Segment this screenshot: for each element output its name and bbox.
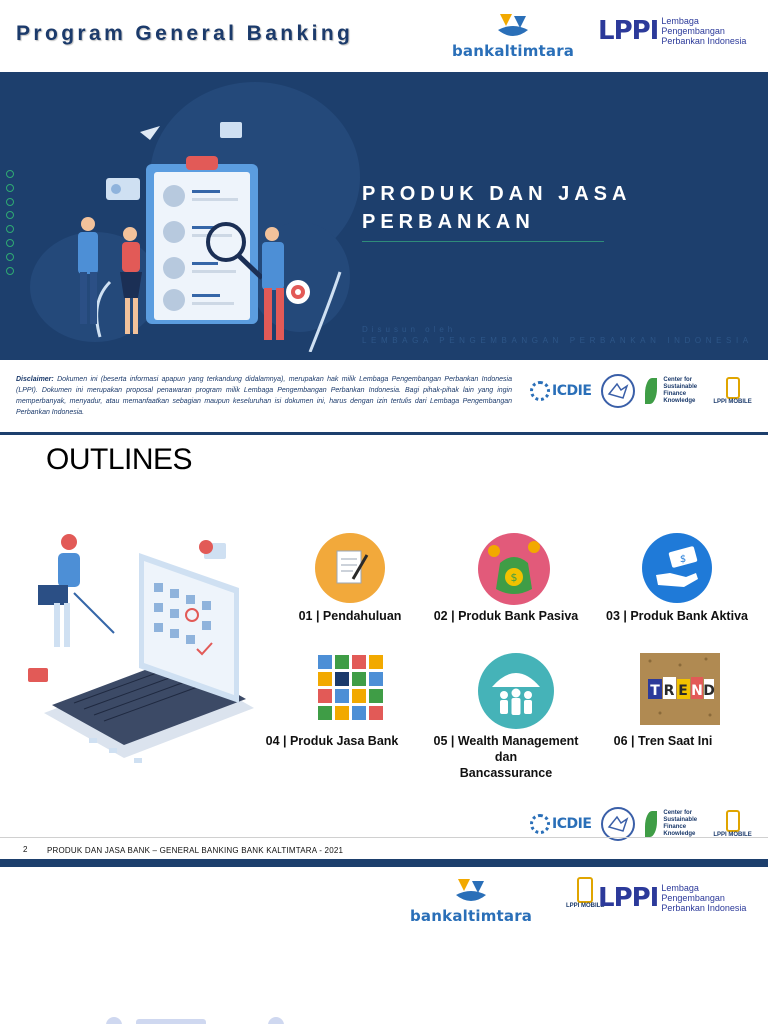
bankaltimtara-logo [410,877,532,925]
leaf-icon [645,378,657,404]
outline-item-03[interactable] [592,608,762,624]
bankaltimtara-logo-text: bankaltimtara [410,907,533,925]
disclaimer-text: Dokumen ini (beserta informasi apapun yang terkandung didalamnya), merupakan hak milik Lembaga Pengembangan Perbankan Indonesia (LPPI). Dokumen ini merupakan proposal penawaran program milik Lembaga Pengembangan Perbankan Indonesia. Bagi pihak-pihak lain yang ingin memperbanyak, menyadur, atau memanfaatkan sebagian maupun keseluruhan isi dokumen ini, harus dengan izin tertulis dari Lembaga Pengembangan Perbankan Indonesia. [16,376,513,416]
bankaltimtara-logo-text: bankaltimtara [452,42,575,60]
title-underline [362,241,604,242]
bankaltimtara-logo-icon [496,12,530,42]
cover-banner [0,72,768,360]
disclaimer [16,374,512,418]
calendar-laptop-illustration [14,533,264,783]
lppi-logo-text: Lembaga Pengembangan Perbankan Indonesia [661,16,747,46]
csfk-logo [645,377,703,405]
lppi-logo [598,16,761,46]
clipboard-illustration [40,122,350,352]
program-title: Program General Banking [16,22,354,45]
phone-icon [726,810,740,832]
cover-slide [0,0,768,435]
outlines-title: OUTLINES [46,443,193,476]
svg-text:R: R [663,683,675,699]
service-grid-icon [318,655,384,721]
lppi-logo-mark: LPPI [598,883,659,913]
partner-seal-icon [601,807,635,841]
partial-illustration [100,1015,300,1024]
money-bag-icon [478,533,550,605]
cover-header [0,0,768,72]
page-number: 2 [23,845,28,854]
cover-author-name: LEMBAGA PENGEMBANGAN PERBANKAN INDONESIA [362,336,753,345]
svg-text:$: $ [510,571,518,584]
csfk-logo-text: Center for Sustainable Finance Knowledge [663,377,698,404]
leaf-icon [645,811,657,837]
decorative-dots [6,170,14,280]
outline-item-04[interactable] [252,733,412,749]
icdie-logo [530,381,591,401]
hand-money-icon [642,533,712,603]
outline-item-01[interactable] [285,608,415,624]
lppi-mobile-logo-text: LPPI MOBILE [566,903,605,909]
footer-text: PRODUK DAN JASA BANK – GENERAL BANKING BANK KALTIMTARA - 2021 [47,846,344,855]
icdie-logo-text: ICDIE [552,816,592,832]
outline-item-label: 03 | Produk Bank Aktiva [606,609,748,623]
svg-text:D: D [703,683,715,699]
svg-text:E: E [678,683,688,699]
svg-text:N: N [691,683,703,699]
outline-item-label: 06 | Tren Saat Ini [613,734,713,748]
outline-item-05[interactable] [412,733,600,781]
document-icon [315,533,385,603]
phone-icon [726,377,740,399]
cover-footer [0,360,768,435]
outline-item-02[interactable] [418,608,594,624]
icdie-logo-text: ICDIE [552,383,592,399]
outline-item-label: 02 | Produk Bank Pasiva [433,609,579,623]
csfk-logo-text: Center for Sustainable Finance Knowledge [663,810,698,837]
icdie-logo [530,814,591,834]
lppi-mobile-logo [713,377,751,406]
outline-item-label: 04 | Produk Jasa Bank [265,734,399,748]
bankaltimtara-logo [452,12,574,60]
next-slide-partial [0,867,768,1024]
outlines-slide [0,435,768,867]
partner-seal-icon [601,374,635,408]
lppi-logo-text: Lembaga Pengembangan Perbankan Indonesia [661,883,747,913]
phone-icon [577,877,593,903]
lppi-mobile-logo-text: LPPI MOBILE [713,398,752,405]
outlines-bottom-bar [0,859,768,867]
outline-item-label: 05 | Wealth Management [433,734,579,748]
lppi-logo-mark: LPPI [598,16,659,46]
lppi-mobile-logo [713,810,751,839]
svg-text:T: T [650,683,660,699]
outline-item-label-line3: Bancassurance [459,766,553,780]
outline-item-06[interactable] [600,733,726,749]
footer-divider [0,837,768,838]
lppi-mobile-logo-text: LPPI MOBILE [713,831,752,838]
disclaimer-label: Disclaimer: [16,376,54,383]
lppi-logo [598,883,761,913]
trend-board-icon [640,653,720,725]
csfk-logo [645,810,703,838]
outline-item-label: 01 | Pendahuluan [298,609,402,623]
bankaltimtara-logo-icon [454,877,488,907]
partner-logos [530,807,752,841]
umbrella-people-icon [478,653,554,729]
svg-text:$: $ [679,554,687,565]
partner-logos [530,374,752,408]
cover-author-label: Disusun oleh [362,325,457,334]
cover-product-title: PRODUK DAN JASA PERBANKAN [362,183,631,233]
outline-item-label-line2: dan [494,750,518,764]
